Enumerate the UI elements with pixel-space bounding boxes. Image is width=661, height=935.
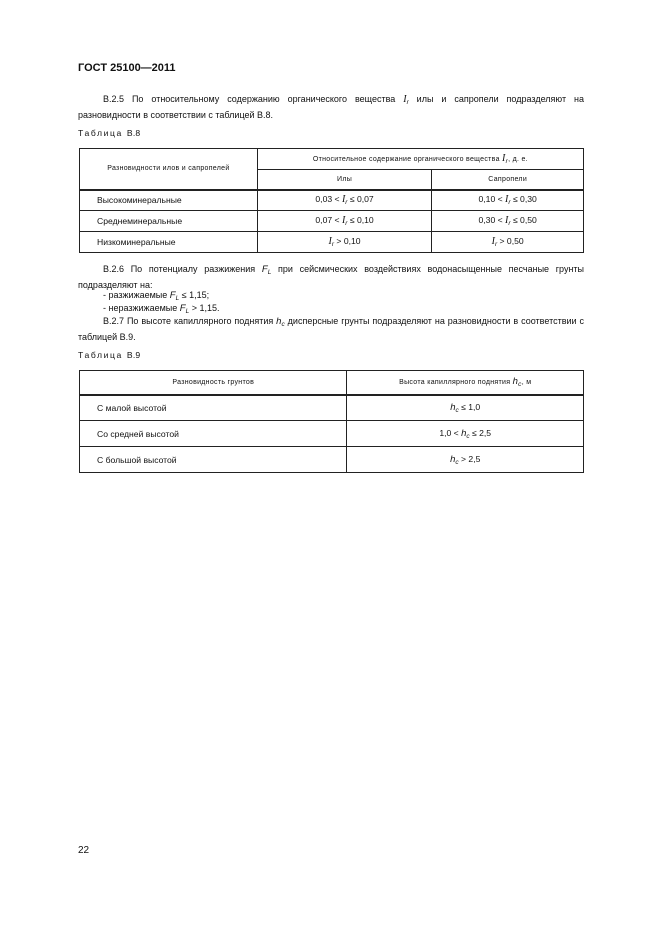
table-b9-col1-header: Разновидность грунтов [80,371,347,395]
table-b9 [79,370,584,473]
table-b9-col2-header: Высота капиллярного поднятия hc, м [347,371,584,395]
table-row: С большой высотой $h_c > 2,5$ [80,447,584,473]
paragraph-b2-5: В.2.5 По относительному содержанию органического вещества $I_r$ илы и сапропели подразделяют на разновидности в соответствии с таблицей В.8. [78,94,585,120]
table-b9-caption: Таблица В.9 [78,350,141,360]
page-number: 22 [78,845,90,856]
table-b8-group-header: Относительное содержание органического вещества Ir, д. е. [257,149,583,170]
table-row: С малой высотой $h_c \le 1,0$ [80,395,584,421]
paragraph-b2-6: В.2.6 По потенциалу разжижения $F_L$ при сейсмических воздействиях водонасыщенные песчаные грунты подразделяют на: [78,264,585,290]
paragraph-b2-7: В.2.7 По высоте капиллярного поднятия $h_c$ дисперсные грунты подразделяют на разновидности в соответствии с таблицей В.9. [78,316,584,342]
table-row: Низкоминеральные $I_r > 0,10$ $I_r > 0,50$ [80,232,584,253]
table-row: Среднеминеральные $0,07 < I_r \le 0,10$ $0,30 < I_r \le 0,50$ [80,211,584,232]
var-ir: I [403,94,407,105]
table-b8-subheader-sapropeli: Сапропели [432,170,584,190]
table-b8-col1-header: Разновидности илов и сапропелей [80,149,258,190]
table-row: Высокоминеральные $0,03 < I_r \le 0,07$ $0,10 < I_r \le 0,30$ [80,190,584,211]
table-b8-subheader-ily: Илы [257,170,432,190]
list-item: - неразжижаемые $F_L > 1,15$. [103,303,220,315]
document-header: ГОСТ 25100—2011 [78,62,176,74]
table-row: Со средней высотой $1,0 < h_c \le 2,5$ [80,421,584,447]
list-item: - разжижаемые $F_L \le 1,15$; [103,290,210,302]
table-b8-caption: Таблица В.8 [78,128,141,138]
table-b8 [79,148,584,253]
